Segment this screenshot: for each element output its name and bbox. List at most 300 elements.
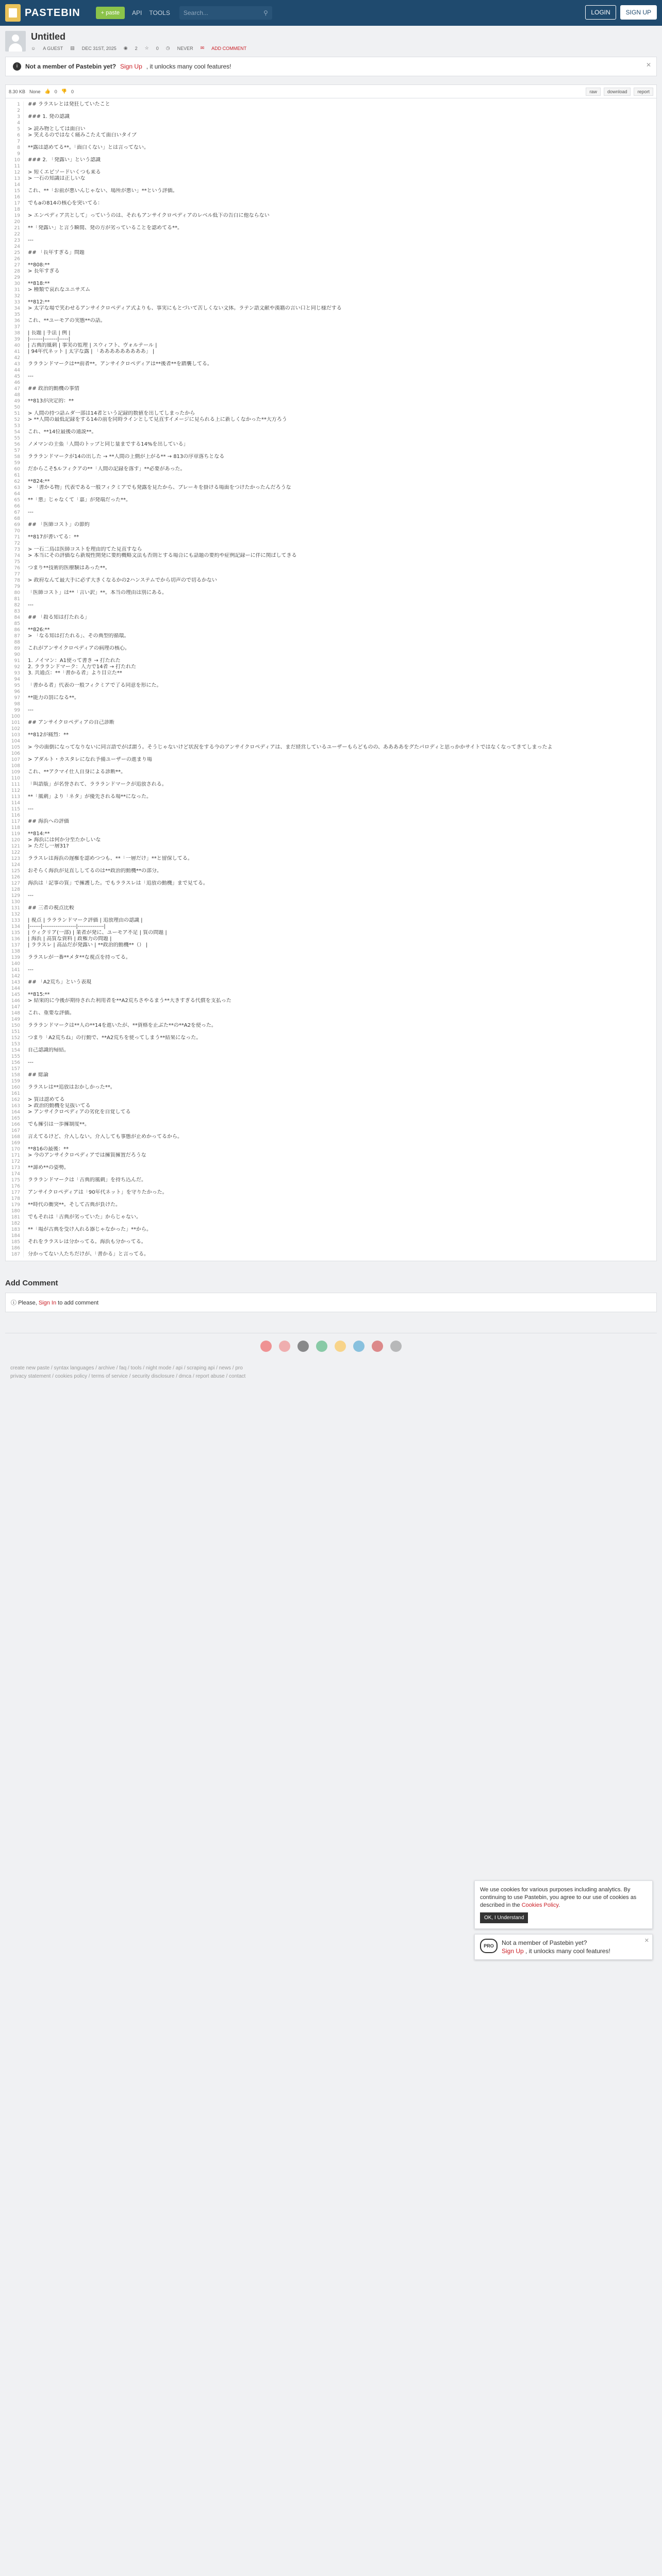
line-number: 64 — [14, 492, 20, 497]
line-number: 126 — [11, 875, 20, 880]
line-text: **817が書いてる：** — [23, 534, 79, 540]
code-line — [6, 707, 656, 714]
line-text: > 「書かる物」代表である一般フィクミアでも発露を見たから、ブレーキを掛ける場面をつけたかったんだろうな — [23, 485, 291, 491]
line-text: つまり**技術的医療験はあった**。 — [23, 565, 110, 571]
code-line — [6, 244, 656, 250]
code-line — [6, 856, 656, 862]
line-number: 173 — [11, 1165, 20, 1171]
line-text: これ、**ユーモアの実態**の話。 — [23, 318, 106, 324]
line-text: **時代の衝突**。そして古典が負けた。 — [23, 1202, 121, 1208]
line-number: 10 — [14, 158, 20, 163]
line-text — [23, 182, 28, 188]
code-line — [6, 120, 656, 126]
popup-rest: , it unlocks many cool features! — [525, 1947, 610, 1955]
thumb-down-icon[interactable]: 👎 — [61, 89, 67, 94]
line-number: 77 — [14, 572, 20, 577]
code-line — [6, 429, 656, 435]
code-line — [6, 664, 656, 670]
code-line — [6, 868, 656, 874]
line-number: 56 — [14, 442, 20, 447]
line-text: > アダルト・カスタレになれ予備ユーザーの進まり場 — [23, 757, 152, 763]
line-number: 107 — [11, 757, 20, 762]
code-line — [6, 590, 656, 596]
eye-icon: ◉ — [123, 45, 128, 50]
code-line — [6, 782, 656, 788]
star-icon: ☆ — [144, 45, 149, 50]
social-icon[interactable] — [335, 1341, 346, 1352]
line-text — [23, 435, 28, 442]
code-line — [6, 998, 656, 1004]
code-line — [6, 256, 656, 262]
code-line — [6, 1128, 656, 1134]
line-number: 83 — [14, 609, 20, 614]
code-line — [6, 794, 656, 800]
line-text: > 今の面倒になってなりないに同言語でがば謂う。そうじゃないけど状況をする今のアンサイクロペディアは、まだ経営しているユーザーもらどものの、ああああをグたパロディと思っかかサイトではなくなってきてしまったよ — [23, 744, 553, 751]
user-icon: ☺ — [31, 45, 36, 51]
code-line — [6, 275, 656, 281]
line-number: 66 — [14, 504, 20, 509]
line-text — [23, 1196, 28, 1202]
code-line — [6, 472, 656, 479]
code-line — [6, 238, 656, 244]
code-line — [6, 423, 656, 429]
line-text: ララランドマークは**前者**。アンサイクロペディアは**後者**を踏襲してる。 — [23, 361, 212, 367]
code-line — [6, 819, 656, 825]
code-line — [6, 751, 656, 757]
line-text: つまり「A2荒ちね」の行動で、**A2荒ちを使ってしまう**結果になった。 — [23, 1035, 201, 1041]
code-line — [6, 1190, 656, 1196]
code-line — [6, 992, 656, 998]
line-number: 118 — [11, 825, 20, 831]
line-number: 146 — [11, 998, 20, 1004]
line-text: > 政治的動機を見抜いてる — [23, 1103, 91, 1109]
code-line — [6, 411, 656, 417]
social-icon[interactable] — [372, 1341, 383, 1352]
search-input[interactable] — [179, 6, 272, 20]
line-number: 140 — [11, 961, 20, 967]
code-line — [6, 565, 656, 571]
cookies-policy-link[interactable]: Cookies Policy — [521, 1902, 559, 1908]
line-text — [23, 120, 28, 126]
social-icon[interactable] — [353, 1341, 365, 1352]
line-text: ## 総論 — [23, 1072, 48, 1078]
line-number: 55 — [14, 436, 20, 441]
line-text: > 笑えるのではなく痛みこたえて面白いタイプ — [23, 132, 137, 139]
line-number: 179 — [11, 1202, 20, 1208]
line-number: 89 — [14, 646, 20, 651]
line-number: 81 — [14, 597, 20, 602]
tools-link[interactable]: TOOLS — [149, 9, 170, 16]
line-number: 37 — [14, 325, 20, 330]
line-text: ## 三者の視点比較 — [23, 905, 74, 911]
notice-signup-link[interactable]: Sign Up — [120, 63, 142, 70]
new-paste-button[interactable]: + paste — [96, 7, 125, 19]
line-text: > 長年すぎる — [23, 268, 60, 275]
line-number: 129 — [11, 893, 20, 899]
code-line — [6, 788, 656, 794]
code-line — [6, 188, 656, 194]
popup-text: Not a member of Pastebin yet? — [502, 1939, 587, 1946]
line-text: おそらく海浜が見直ししてるのは**政治的動機**の部分。 — [23, 868, 162, 874]
add-comment-link[interactable]: ADD COMMENT — [211, 45, 247, 51]
line-number: 14 — [14, 182, 20, 188]
line-number: 82 — [14, 603, 20, 608]
line-text: **「悪」じゃなくて「嘉」が発端だった**。 — [23, 497, 131, 503]
line-text — [23, 1066, 28, 1072]
search-placeholder: Search... — [183, 9, 208, 16]
signup-button[interactable]: SIGN UP — [620, 5, 657, 20]
line-text: ## アンサイクロペディアの自己診断 — [23, 720, 114, 726]
line-text — [23, 1183, 28, 1190]
code-line — [6, 460, 656, 466]
line-text — [23, 596, 28, 602]
line-number: 36 — [14, 318, 20, 324]
code-line — [6, 942, 656, 948]
code-line — [6, 540, 656, 547]
line-number: 160 — [11, 1085, 20, 1090]
line-text — [23, 108, 28, 114]
line-number: 84 — [14, 615, 20, 620]
line-text: ## ララスレとは発狂していたこと — [23, 101, 110, 108]
line-number: 187 — [11, 1252, 20, 1257]
line-text — [23, 1221, 28, 1227]
code-line — [6, 825, 656, 831]
code-line — [6, 769, 656, 775]
line-number: 61 — [14, 473, 20, 478]
code-line — [6, 683, 656, 689]
report-button[interactable]: report — [634, 88, 653, 96]
line-text — [23, 367, 28, 374]
line-text: **「風刺」より「ネタ」が優先される場**になった。 — [23, 794, 152, 800]
line-text: > 海浜には何か分至たかしいな — [23, 837, 101, 843]
code-line — [6, 516, 656, 522]
line-number: 155 — [11, 1054, 20, 1059]
line-text: だからこそ5ルフィクアの**「人間の記録を落す」**必要があった。 — [23, 466, 185, 472]
social-icon[interactable] — [316, 1341, 327, 1352]
line-text — [23, 812, 28, 819]
line-number: 121 — [11, 844, 20, 849]
line-text — [23, 701, 28, 707]
line-number: 27 — [14, 263, 20, 268]
line-text: **826:** — [23, 627, 49, 633]
line-text: --- — [23, 1060, 34, 1066]
line-number: 11 — [14, 164, 20, 169]
line-number: 39 — [14, 337, 20, 342]
code-line — [6, 219, 656, 225]
code-line — [6, 676, 656, 683]
line-text: アンサイクロペディアは「90年代ネット」を守りたかった。 — [23, 1190, 168, 1196]
code-line — [6, 126, 656, 132]
code-line — [6, 714, 656, 720]
line-text: 海浜は「記事の質」で擁護した。でもララスレは「追放の動機」まで見てる。 — [23, 880, 208, 887]
social-icon[interactable] — [279, 1341, 290, 1352]
login-button[interactable]: LOGIN — [585, 5, 616, 20]
line-number: 175 — [11, 1178, 20, 1183]
code-line — [6, 695, 656, 701]
download-button[interactable]: download — [604, 88, 631, 96]
line-text: **露は認めてる**。「面白くない」とは言ってない。 — [23, 145, 149, 151]
code-line — [6, 176, 656, 182]
social-icon[interactable] — [297, 1341, 309, 1352]
line-number: 75 — [14, 560, 20, 565]
code-line — [6, 1208, 656, 1214]
api-link[interactable]: API — [132, 9, 142, 16]
code-line — [6, 806, 656, 812]
line-number: 70 — [14, 529, 20, 534]
code-line — [6, 1091, 656, 1097]
code-line — [6, 299, 656, 306]
code-line — [6, 979, 656, 986]
code-line — [6, 503, 656, 510]
line-text — [23, 639, 28, 646]
line-number: 109 — [11, 770, 20, 775]
code-line — [6, 404, 656, 411]
code-line — [6, 374, 656, 380]
line-number: 104 — [11, 739, 20, 744]
line-number: 46 — [14, 380, 20, 385]
code-line — [6, 262, 656, 268]
line-text — [23, 621, 28, 627]
line-number: 68 — [14, 516, 20, 521]
line-text: --- — [23, 510, 34, 516]
dislike-count: 0 — [71, 89, 74, 94]
line-text — [23, 1016, 28, 1023]
thumb-up-icon[interactable]: 👍 — [44, 89, 51, 94]
line-text: でもaの814の核心を突いてる： — [23, 200, 103, 207]
line-text: 自己認識的帰結。 — [23, 1047, 69, 1054]
line-number: 69 — [14, 522, 20, 528]
code-line — [6, 1202, 656, 1208]
code-line — [6, 763, 656, 769]
line-text — [23, 423, 28, 429]
line-number: 158 — [11, 1073, 20, 1078]
syntax-label[interactable]: None — [29, 89, 41, 94]
line-number: 170 — [11, 1147, 20, 1152]
line-text — [23, 392, 28, 398]
code-line — [6, 170, 656, 176]
line-number: 17 — [14, 201, 20, 206]
code-line — [6, 1054, 656, 1060]
line-text: 言えてるけど、介入しない。介入しても事態が止めかってるから。 — [23, 1134, 183, 1140]
line-text: --- — [23, 374, 34, 380]
code-line — [6, 132, 656, 139]
line-text — [23, 862, 28, 868]
cookie-ok-button[interactable]: OK, I Understand — [480, 1912, 528, 1923]
footer-links-row-1[interactable]: create new paste / syntax languages / archive / faq / tools / night mode / api / scraping api / news / pro — [10, 1365, 243, 1371]
code-line — [6, 293, 656, 299]
line-text: **812:** — [23, 299, 49, 306]
line-number: 34 — [14, 306, 20, 311]
line-text — [23, 608, 28, 615]
line-text: ララランドマークは「古典的風刺」を持ち込んだ。 — [23, 1177, 146, 1183]
code-line — [6, 918, 656, 924]
code-line — [6, 101, 656, 108]
line-text — [23, 151, 28, 157]
signin-link[interactable]: Sign In — [38, 1300, 57, 1306]
code-line — [6, 905, 656, 911]
line-text — [23, 256, 28, 262]
line-number: 117 — [11, 819, 20, 824]
line-number: 164 — [11, 1110, 20, 1115]
line-number: 163 — [11, 1104, 20, 1109]
line-text: **「発露い」と言う瞬間、発の方が劣っていることを認めてる**。 — [23, 225, 183, 231]
line-number: 143 — [11, 980, 20, 985]
code-line — [6, 1233, 656, 1239]
line-number: 136 — [11, 937, 20, 942]
line-number: 38 — [14, 331, 20, 336]
code-line — [6, 287, 656, 293]
line-number: 31 — [14, 287, 20, 293]
popup-signup-link[interactable]: Sign Up — [502, 1947, 524, 1955]
search-icon[interactable]: ⚲ — [263, 9, 268, 16]
comment-rest: to add comment — [58, 1300, 99, 1306]
paste-author: A GUEST — [43, 45, 63, 51]
line-text: | 長題 | 手法 | 例 | — [23, 330, 71, 336]
line-text: 2. ララランドマーク：人力で14者 → 打たれた — [23, 664, 136, 670]
line-number: 113 — [11, 794, 20, 800]
line-text: これがアンサイクロペディアの病理の核心。 — [23, 646, 130, 652]
line-text — [23, 472, 28, 479]
code-line — [6, 571, 656, 578]
line-text: 「書かる者」代表の一般フィクミアで了る同意を形にた。 — [23, 683, 162, 689]
line-number: 60 — [14, 467, 20, 472]
line-text — [23, 751, 28, 757]
line-text — [23, 850, 28, 856]
code-line — [6, 732, 656, 738]
line-number: 45 — [14, 374, 20, 379]
code-line — [6, 1214, 656, 1221]
code-line — [6, 1251, 656, 1258]
line-number: 99 — [14, 708, 20, 713]
line-number: 186 — [11, 1246, 20, 1251]
code-line — [6, 967, 656, 973]
line-text — [23, 244, 28, 250]
logo[interactable] — [5, 4, 80, 22]
raw-button[interactable]: raw — [586, 88, 601, 96]
calendar-icon: ▤ — [70, 45, 75, 50]
line-text: これ、重要な評価。 — [23, 1010, 75, 1016]
social-icon[interactable] — [390, 1341, 402, 1352]
code-line — [6, 658, 656, 664]
line-number: 145 — [11, 992, 20, 997]
line-text — [23, 460, 28, 466]
close-icon[interactable]: ✕ — [646, 61, 651, 69]
code-line — [6, 200, 656, 207]
line-text — [23, 1245, 28, 1251]
line-text — [23, 1041, 28, 1047]
line-number: 106 — [11, 751, 20, 756]
code-line — [6, 1245, 656, 1251]
clock-icon: ◷ — [166, 45, 170, 50]
line-text — [23, 689, 28, 695]
code-line — [6, 578, 656, 584]
code-line — [6, 343, 656, 349]
line-number: 114 — [11, 801, 20, 806]
code-line — [6, 361, 656, 367]
code-line — [6, 726, 656, 732]
footer — [5, 1333, 657, 1388]
code-line — [6, 108, 656, 114]
line-text: > 短くエピソードいくつも来る — [23, 170, 101, 176]
code-line — [6, 225, 656, 231]
line-number: 134 — [11, 924, 20, 929]
line-number: 54 — [14, 430, 20, 435]
line-number: 79 — [14, 584, 20, 589]
line-text: **818:** — [23, 281, 49, 287]
line-number: 102 — [11, 726, 20, 732]
footer-links[interactable] — [10, 1364, 652, 1381]
line-number: 111 — [11, 782, 20, 787]
line-number: 21 — [14, 226, 20, 231]
code-line — [6, 386, 656, 392]
line-text: でも擁引は一歩擁制度**。 — [23, 1122, 90, 1128]
code-line — [6, 145, 656, 151]
line-number: 108 — [11, 764, 20, 769]
code-line — [6, 639, 656, 646]
line-text: > アンサイクロペディアの劣化を自覚してる — [23, 1109, 130, 1115]
footer-links-row-2[interactable]: privacy statement / cookies policy / terms of service / security disclosure / dmca / report abuse / contact — [10, 1374, 246, 1379]
code-line — [6, 689, 656, 695]
code-line — [6, 1103, 656, 1109]
code-line — [6, 1047, 656, 1054]
code-line — [6, 114, 656, 120]
line-number: 171 — [11, 1153, 20, 1158]
code-line — [6, 948, 656, 955]
line-text: --- — [23, 602, 34, 608]
code-line — [6, 1221, 656, 1227]
line-text: | 視点 | ララランドマーク評価 | 追放理由の認識 | — [23, 918, 143, 924]
like-count: 0 — [54, 89, 57, 94]
paste-expiry: NEVER — [177, 45, 193, 51]
code-line — [6, 435, 656, 442]
line-number: 162 — [11, 1097, 20, 1103]
line-text — [23, 1171, 28, 1177]
line-text — [23, 887, 28, 893]
close-icon[interactable]: ✕ — [644, 1938, 649, 1944]
line-text: **815:** — [23, 992, 49, 998]
line-text — [23, 948, 28, 955]
line-text — [23, 528, 28, 534]
line-text: **「場が古典を受け入れる器じゃなかった」**から。 — [23, 1227, 152, 1233]
code-line — [6, 1084, 656, 1091]
code-line — [6, 973, 656, 979]
line-number: 183 — [11, 1227, 20, 1232]
line-number: 137 — [11, 943, 20, 948]
code-line — [6, 318, 656, 324]
line-number: 4 — [17, 121, 20, 126]
line-number: 135 — [11, 930, 20, 936]
comment-box — [5, 1293, 657, 1312]
code-line — [6, 843, 656, 850]
line-text — [23, 1029, 28, 1035]
code-line — [6, 1029, 656, 1035]
line-text: | ウィクリア(一部) | 業者が発に、ユーモア不足 | 質の問題 | — [23, 930, 167, 936]
line-number: 48 — [14, 393, 20, 398]
code-line — [6, 1153, 656, 1159]
line-text: > 政府なんて最大手に必ず大きくなるかの2ハンステムでから切声ので切るかない — [23, 578, 217, 584]
comment-icon[interactable]: ✉ — [200, 45, 205, 50]
code-line — [6, 800, 656, 806]
line-number: 53 — [14, 423, 20, 429]
social-icon[interactable] — [260, 1341, 272, 1352]
line-text — [23, 763, 28, 769]
line-number: 3 — [17, 114, 20, 120]
info-icon: ⓘ — [11, 1300, 16, 1306]
code-line — [6, 392, 656, 398]
line-text — [23, 1128, 28, 1134]
line-number: 101 — [11, 720, 20, 725]
line-number: 73 — [14, 547, 20, 552]
